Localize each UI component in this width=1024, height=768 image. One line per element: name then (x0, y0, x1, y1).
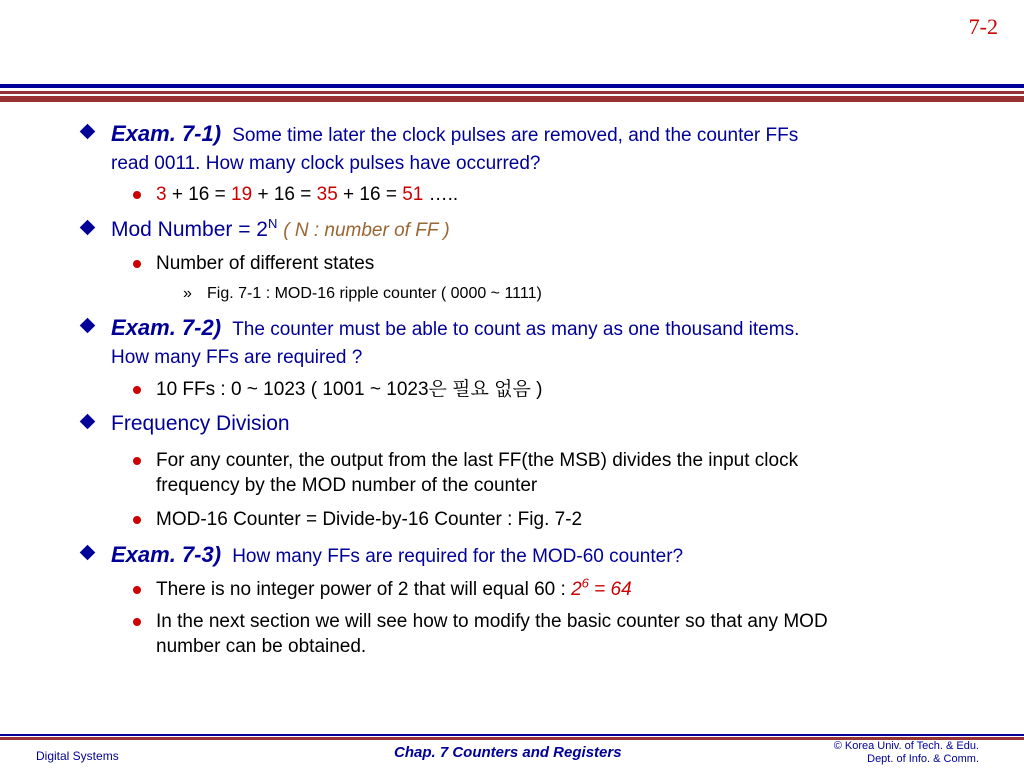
footer-rule-blue (0, 734, 1024, 736)
calc-plus: + 16 = (252, 184, 317, 205)
no-power-text: There is no integer power of 2 that will equal 60 : (156, 579, 572, 600)
frequency-division-title: Frequency Division (111, 412, 290, 435)
bullet-no-power-of-two (156, 577, 976, 602)
next-section-line1: In the next section we will see how to modify the basic counter so that any MOD (156, 611, 828, 632)
next-section-line2: number can be obtained. (156, 636, 367, 657)
calc-plus: + 16 = (166, 184, 232, 205)
bullet-10-ffs (156, 377, 976, 402)
red-dot-icon (133, 586, 141, 594)
footer-course-name: Digital Systems (36, 749, 119, 763)
ten-ffs-text: 10 FFs : 0 ~ 1023 ( 1001 ~ 1023은 필요 없음 ) (156, 379, 543, 400)
exam-question: How many FFs are required for the MOD-60 counter? (232, 546, 684, 567)
exam-label: Exam. 7-2) (111, 315, 222, 340)
fig-7-1-text: Fig. 7-1 : MOD-16 ripple counter ( 0000 ~ 1111) (207, 285, 542, 302)
red-dot-icon (133, 386, 141, 394)
red-dot-icon (133, 191, 141, 199)
mod-number-note: ( N : number of FF ) (283, 220, 450, 241)
double-chevron-icon: » (183, 285, 192, 302)
exam-question-line2: How many FFs are required ? (111, 347, 363, 368)
exam-question-line1: Some time later the clock pulses are removed, and the counter FFs (232, 125, 799, 146)
blue-diamond-icon (80, 220, 96, 236)
calc-ellipsis: ….. (423, 184, 459, 205)
mod-number-exponent: N (268, 216, 278, 231)
footer-copyright-line2: Dept. of Info. & Comm. (867, 753, 979, 765)
calc-value-35: 35 (316, 184, 338, 205)
footer-chapter-title: Chap. 7 Counters and Registers (394, 744, 622, 761)
bullet-exam-7-2 (111, 314, 971, 371)
bullet-msb-divides (156, 448, 976, 498)
msb-divides-line2: frequency by the MOD number of the counter (156, 475, 538, 496)
bullet-different-states (156, 251, 976, 276)
blue-diamond-icon (80, 414, 96, 430)
red-dot-icon (133, 457, 141, 465)
red-dot-icon (133, 618, 141, 626)
bullet-frequency-division (111, 410, 971, 437)
calc-value-19: 19 (231, 184, 253, 205)
bullet-exam-7-3 (111, 541, 971, 570)
blue-diamond-icon (80, 318, 96, 334)
red-dot-icon (133, 516, 141, 524)
msb-divides-line1: For any counter, the output from the last FF(the MSB) divides the input clock (156, 450, 799, 471)
blue-diamond-icon (80, 124, 96, 140)
exam-question-line1: The counter must be able to count as many as one thousand items. (232, 319, 800, 340)
bullet-calc (156, 182, 976, 207)
bullet-mod-number (111, 216, 971, 244)
exam-label: Exam. 7-1) (111, 121, 222, 146)
mod16-divide-text: MOD-16 Counter = Divide-by-16 Counter : Fig. 7-2 (156, 509, 583, 530)
footer-copyright (779, 740, 979, 766)
calc-value-3: 3 (156, 184, 167, 205)
header-rule-maroon-thick (0, 96, 1024, 102)
mod-number-text: Mod Number = 2 (111, 218, 268, 241)
power-expression: $2^6 = 64$ (571, 575, 632, 600)
calc-plus: + 16 = (337, 184, 403, 205)
calc-value-51: 51 (402, 184, 424, 205)
red-dot-icon (133, 260, 141, 268)
bullet-next-section (156, 609, 976, 659)
blue-diamond-icon (80, 545, 96, 561)
bullet-mod16-divide (156, 507, 976, 532)
footer-copyright-line1: © Korea Univ. of Tech. & Edu. (833, 740, 979, 752)
bullet-fig-7-1 (183, 283, 967, 305)
exam-question-line2: read 0011. How many clock pulses have occurred? (111, 153, 541, 174)
different-states-text: Number of different states (156, 253, 375, 274)
bullet-exam-7-1 (111, 120, 971, 177)
page-number: 7-2 (968, 14, 998, 39)
exam-label: Exam. 7-3) (111, 542, 222, 567)
